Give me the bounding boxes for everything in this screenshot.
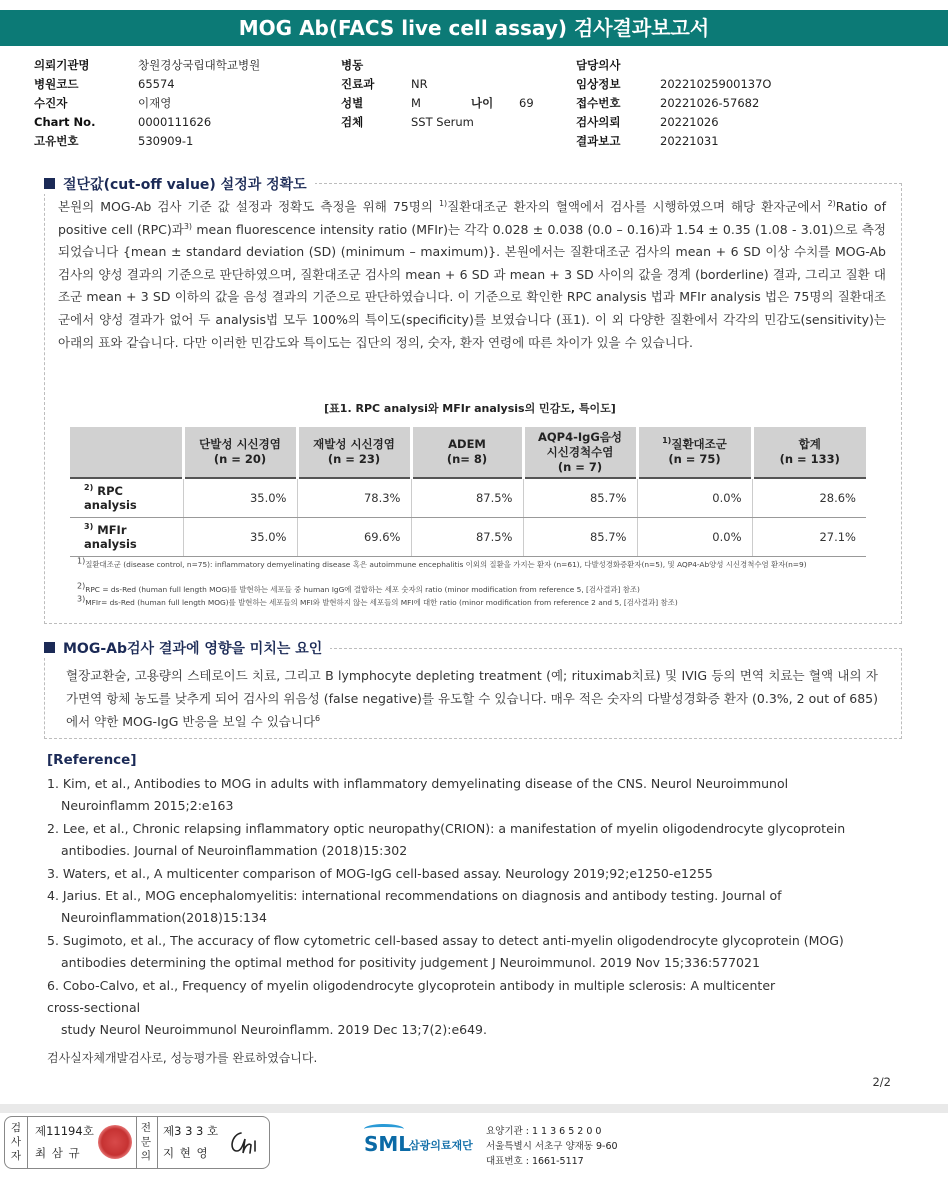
col-header (297, 427, 411, 478)
col-header (411, 427, 523, 478)
reference-cont: Neuroinflammation(2018)15:134 (61, 910, 267, 926)
receipt-no-value: 20221026-57682 (660, 96, 760, 110)
section2-heading-text: MOG-Ab검사 결과에 영향을 미치는 요인 (63, 641, 323, 657)
reference-line: 6. Cobo-Calvo, et al., Frequency of myelin oligodendrocyte glycoprotein antibody in multiple sclerosis: A multicenter (47, 977, 776, 993)
table-row (70, 517, 866, 556)
sex-label: 성별 (341, 96, 364, 110)
stamp2-license (163, 1120, 218, 1164)
stamp-divider (157, 1117, 158, 1168)
stamp1-number: 제11194호 (35, 1124, 94, 1138)
reference-line: 1. Kim, et al., Antibodies to MOG in adults with inflammatory demyelinating disease of the CNS. Neurol Neuroimmunol (47, 776, 789, 791)
unique-id-value: 530909-1 (138, 134, 194, 148)
col-header-title: AQP4-IgG음성 시신경척수염 (537, 429, 623, 459)
footer-divider (0, 1104, 948, 1113)
col-header (637, 427, 752, 478)
org-name: 삼광의료재단 (409, 1139, 473, 1152)
col-header-n: (n = 75) (668, 452, 721, 466)
page-number: 2/2 (872, 1075, 891, 1089)
reference-cont: cross-sectional (47, 1000, 141, 1016)
reference-cont: antibodies. Journal of Neuroinflammation (2018)15:302 (61, 843, 408, 859)
col-header-sup: 1) (662, 436, 672, 446)
info-column-1 (34, 56, 260, 151)
clinical-info-label: 임상정보 (576, 77, 621, 91)
age-value: 69 (519, 96, 534, 110)
hospital-code-label: 병원코드 (34, 77, 79, 91)
table-cell: 35.0% (183, 517, 297, 556)
unique-id-label: 고유번호 (34, 134, 79, 148)
footnote-ref-2: 2) (827, 198, 836, 208)
department-value: NR (411, 77, 428, 91)
org-institution-code: 요양기관 : 1 1 3 6 5 2 0 0 (486, 1126, 602, 1137)
org-address: 서울특별시 서초구 양재동 9-60 (486, 1141, 618, 1152)
col-header-title: 질환대조군 (671, 437, 727, 451)
reference-line: 5. Sugimoto, et al., The accuracy of flow cytometric cell-based assay to detect anti-myelin oligodendrocyte glycoprotein (MOG) (47, 932, 844, 948)
request-date-value: 20221026 (660, 115, 719, 129)
footnote-sup: 1) (77, 556, 86, 566)
signature-icon (227, 1127, 263, 1157)
reference-line: 2. Lee, et al., Chronic relapsing inflammatory optic neuropathy(CRION): a manifestation of myelin oligodendrocyte glycoprotein (47, 820, 846, 836)
section1-text-c: Ratio of positive cell (RPC)과 (58, 199, 886, 237)
footnote-ref-1: 1) (438, 198, 448, 208)
org-logo-text: SML (364, 1132, 412, 1156)
table-title: [표1. RPC analysi와 MFIr analysis의 민감도, 특이도] (324, 402, 616, 415)
age-label: 나이 (471, 96, 494, 110)
table-footnote-3 (77, 594, 867, 609)
reference-item (47, 885, 907, 930)
col-header (752, 427, 866, 478)
section2-heading (40, 638, 330, 658)
col-header-title: 재발성 시신경염 (313, 437, 395, 451)
table-cell: 0.0% (637, 478, 752, 517)
footnote-sup: 3) (77, 594, 86, 604)
table-cell: 69.6% (297, 517, 411, 556)
report-date-label: 결과보고 (576, 134, 621, 148)
table-cell: 27.1% (752, 517, 866, 556)
row-label-text: RPC analysis (84, 483, 137, 512)
section1-heading (40, 174, 315, 194)
reference-cont: study Neurol Neuroimmunol Neuroinflamm. 2019 Dec 13;7(2):e649. (61, 1022, 487, 1038)
stamp1-label-text: 검사자 (10, 1122, 22, 1162)
org-logo (364, 1124, 412, 1156)
footnote-text: RPC = ds-Red (human full length MOG)를 발현하는 세포들 중 human IgG에 결합하는 세포 숫자의 ratio (minor modification from reference 5, [검사결과] 참조) (85, 585, 640, 594)
patient-value: 이재영 (138, 96, 172, 110)
table-cell: 85.7% (523, 478, 637, 517)
reference-heading: [Reference] (47, 752, 137, 768)
stamp2-number: 제3 3 3 호 (163, 1124, 219, 1138)
table-cell: 85.7% (523, 517, 637, 556)
stamp1-license (35, 1120, 94, 1164)
section1-paragraph (58, 196, 886, 354)
footnote-ref-3: 3) (183, 221, 193, 231)
reference-item (47, 818, 907, 863)
section1-text-a: 본원의 MOG-Ab 검사 기준 값 설정과 정확도 측정을 위해 75명의 (58, 199, 433, 214)
reference-item (47, 863, 907, 885)
col-header-n: (n = 23) (327, 452, 381, 466)
col-header (523, 427, 637, 478)
reference-line: 3. Waters, et al., A multicenter comparison of MOG-IgG cell-based assay. Neurology 2019;92;e1250-e1255 (47, 865, 713, 881)
stamp1-label (10, 1121, 22, 1163)
col-header-n: (n = 133) (779, 452, 840, 466)
org-contact (486, 1124, 618, 1169)
footnote-text: 질환대조군 (disease control, n=75): inflammatory demyelinating disease 혹은 autoimmune encephalitis 이외의 질환을 가지는 환자 (n=61), 다발성경화증환자(n=5), 및 AQP4-Ab양성 시신경척수염 환자(n=9) (85, 560, 807, 569)
chart-no-value: 0000111626 (138, 115, 212, 129)
section2-sup: 6 (315, 713, 321, 723)
col-header-title: 합계 (798, 437, 821, 451)
institution-label: 의뢰기관명 (34, 58, 90, 72)
reference-cont: antibodies determining the optimal method for positivity judgement J Neuroimmunol. 2019 Nov 15;336:577021 (61, 955, 760, 971)
col-header-title: ADEM (448, 437, 486, 451)
section1-heading-text: 절단값(cut-off value) 설정과 정확도 (63, 177, 307, 193)
table-header-row (70, 427, 866, 478)
stamp2-name: 지 현 영 (163, 1146, 209, 1160)
specimen-label: 검체 (341, 115, 364, 129)
org-phone: 대표번호 : 1661-5117 (486, 1156, 584, 1167)
row-label-text: MFIr analysis (84, 522, 137, 551)
table-footnote-1 (77, 556, 867, 571)
table-cell: 35.0% (183, 478, 297, 517)
receipt-no-label: 접수번호 (576, 96, 621, 110)
col-header-n: (n = 20) (213, 452, 267, 466)
doctor-label: 담당의사 (576, 58, 621, 72)
row-label-sup: 2) (84, 482, 94, 492)
table-cell: 87.5% (411, 478, 523, 517)
info-column-3 (576, 56, 772, 151)
section2-paragraph (66, 664, 878, 733)
table-footnote-2 (77, 581, 867, 596)
chart-no-label: Chart No. (34, 115, 96, 129)
section1-text-d: mean fluorescence intensity ratio (MFIr)는 각각 0.028 ± 0.038 (0.0 – 0.16)과 1.54 ± 0.35 (1.08 - 3.01)으로 측정되었습니다 {mean ± standard deviation (SD) (minimum – maximum)}. 본원에서는 질환대조군 검사의 mean + 6 SD 이상 수치를 MOG-Ab 검사의 양성 결과의 기준으로 판단하였으며, 질환대조군 검사의 mean + 6 SD 과 mean + 3 SD 사이의 값을 경계 (borderline) 결과, 그리고 질환 대조군 mean + 3 SD 이하의 값을 음성 결과의 기준으로 판단하였습니다. 이 기준으로 확인한 RPC analysis 법과 MFIr analysis 법은 75명의 질환대조군에서 양성 결과가 없어 두 analysis법 모두 100%의 특이도(specificity)를 보였습니다 (표1). 이 외 다양한 질환에서 각각의 민감도(sensitivity)는 아래의 표와 같습니다. 다만 이러한 민감도와 특이도는 집단의 정의, 숫자, 환자 연령에 따른 차이가 있을 수 있습니다. (58, 221, 886, 350)
reference-item (47, 930, 907, 975)
reference-list (47, 773, 907, 1042)
table-cell: 87.5% (411, 517, 523, 556)
reference-item (47, 773, 907, 818)
square-bullet-icon (44, 642, 55, 653)
row-label (70, 517, 183, 556)
final-note: 검사실자체개발검사로, 성능평가를 완료하였습니다. (47, 1051, 318, 1065)
table-cell: 28.6% (752, 478, 866, 517)
reference-cont: Neuroinflamm 2015;2:e163 (61, 798, 234, 814)
row-label-sup: 3) (84, 521, 94, 531)
report-title: MOG Ab(FACS live cell assay) 검사결과보고서 (0, 10, 948, 46)
footnote-sup: 2) (77, 581, 86, 591)
patient-label: 수진자 (34, 96, 68, 110)
table-corner (70, 427, 183, 478)
report-date-value: 20221031 (660, 134, 719, 148)
stamp2-label-text: 전문의 (140, 1122, 152, 1162)
stamp-divider (27, 1117, 28, 1168)
results-table (70, 427, 866, 557)
col-header-title: 단발성 시신경염 (199, 437, 281, 451)
reference-line: 4. Jarius. Et al., MOG encephalomyelitis: international recommendations on diagnosis and antibody testing. Journal of (47, 888, 782, 904)
hospital-code-value: 65574 (138, 77, 175, 91)
stamp-divider (136, 1117, 137, 1168)
seal-icon (98, 1125, 132, 1159)
row-label (70, 478, 183, 517)
sex-value: M (411, 96, 421, 110)
department-label: 진료과 (341, 77, 375, 91)
col-header-n: (n= 8) (446, 452, 488, 466)
col-header (183, 427, 297, 478)
col-header-n: (n = 7) (557, 459, 603, 474)
info-column-2 (341, 56, 534, 132)
square-bullet-icon (44, 178, 55, 189)
specimen-value: SST Serum (411, 115, 474, 129)
footnote-text: MFIr= ds-Red (human full length MOG)를 발현하는 세포들의 MFI와 발현하지 않는 세포들의 MFI에 대한 ratio (minor modification from reference 2 and 5, [검사결과] 참조) (85, 598, 678, 607)
table-cell: 78.3% (297, 478, 411, 517)
request-date-label: 검사의뢰 (576, 115, 621, 129)
clinical-info-value: 20221025900137O (660, 77, 772, 91)
section2-text: 혈장교환술, 고용량의 스테로이드 치료, 그리고 B lymphocyte depleting treatment (예; rituximab치료) 및 IVIG 등의 면역 치료는 혈액 내의 자가면역 항체 농도를 낮추게 되어 검사의 위음성 (false negative)를 유도할 수 있습니다. 매우 적은 숫자의 다발성경화증 환자 (0.3%, 2 out of 685)에서 약한 MOG-IgG 반응을 보일 수 있습니다 (66, 668, 878, 729)
ward-label: 병동 (341, 58, 364, 72)
reference-item (47, 975, 907, 1042)
stamp2-label (140, 1121, 152, 1163)
table-cell: 0.0% (637, 517, 752, 556)
institution-value: 창원경상국립대학교병원 (138, 58, 261, 72)
table-row (70, 478, 866, 517)
stamp1-name: 최 삼 규 (35, 1146, 81, 1160)
signature-stamp-box (4, 1116, 270, 1169)
section1-text-b: 질환대조군 환자의 혈액에서 검사를 시행하였으며 해당 환자군에서 (447, 199, 822, 214)
